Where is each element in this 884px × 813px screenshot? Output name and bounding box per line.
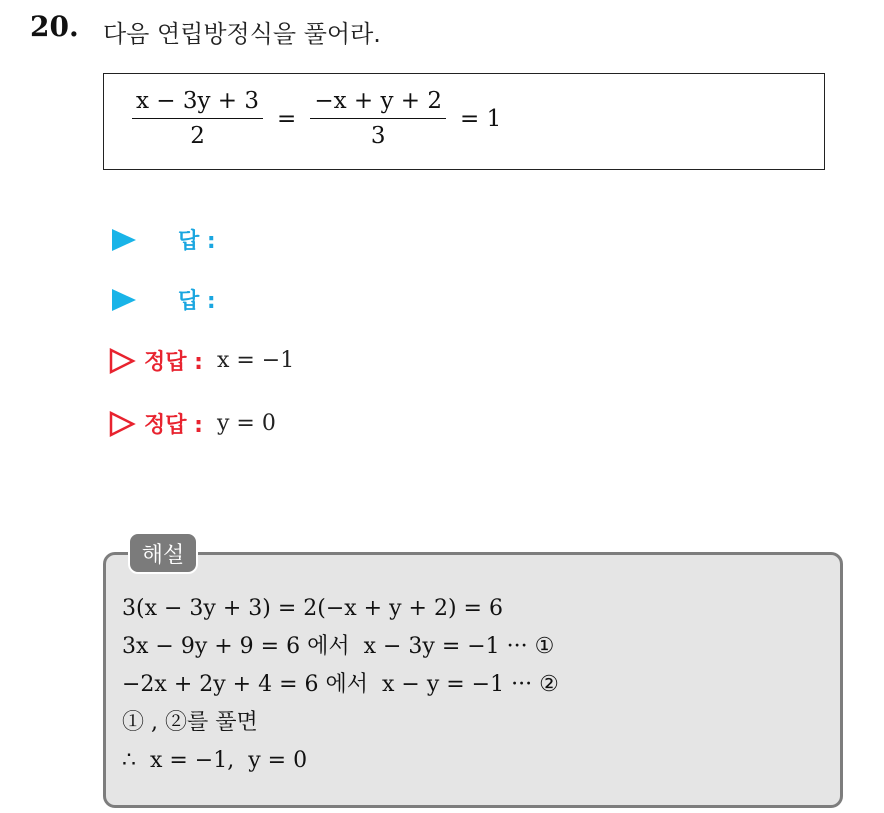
outline-triangle-icon — [108, 348, 136, 374]
solution-line: ① , ②를 풀면 — [122, 710, 258, 735]
question-text: 다음 연립방정식을 풀어라. — [103, 20, 381, 48]
fraction-2 — [310, 88, 446, 149]
fraction-2-numerator: −x + y + 2 — [314, 88, 442, 114]
correct-answer-label: 정답 : — [144, 413, 203, 438]
answer-line-1[interactable] — [108, 224, 216, 255]
play-triangle-icon — [112, 229, 136, 251]
equals-sign-1: = — [277, 105, 297, 132]
solution-line: ∴ x = −1, y = 0 — [122, 748, 308, 773]
correct-answer-1 — [108, 345, 294, 376]
correct-answer-2 — [108, 408, 276, 439]
equals-one: = 1 — [459, 105, 502, 132]
solution-line: 3(x − 3y + 3) = 2(−x + y + 2) = 6 — [122, 596, 503, 621]
answer-label: 답 : — [178, 229, 216, 254]
outline-triangle-icon — [108, 411, 136, 437]
equation — [126, 88, 509, 149]
solution-lines — [122, 590, 559, 780]
answer-line-2[interactable] — [108, 284, 216, 315]
fraction-2-denominator: 3 — [370, 123, 386, 149]
correct-answer-value: y = 0 — [216, 411, 276, 436]
fraction-1-numerator: x − 3y + 3 — [136, 88, 260, 114]
question-number: 20. — [30, 10, 79, 43]
play-triangle-icon — [112, 289, 136, 311]
solution-line: −2x + 2y + 4 = 6 에서 x − y = −1 ··· ② — [122, 672, 559, 697]
solution-line: 3x − 9y + 9 = 6 에서 x − 3y = −1 ··· ① — [122, 634, 555, 659]
equation-box — [103, 73, 825, 170]
correct-answer-value: x = −1 — [216, 348, 295, 373]
correct-answer-label: 정답 : — [144, 350, 203, 375]
fraction-1-denominator: 2 — [190, 123, 205, 149]
solution-tag: 해설 — [128, 532, 198, 574]
fraction-1 — [132, 88, 263, 149]
answer-label: 답 : — [178, 289, 216, 314]
